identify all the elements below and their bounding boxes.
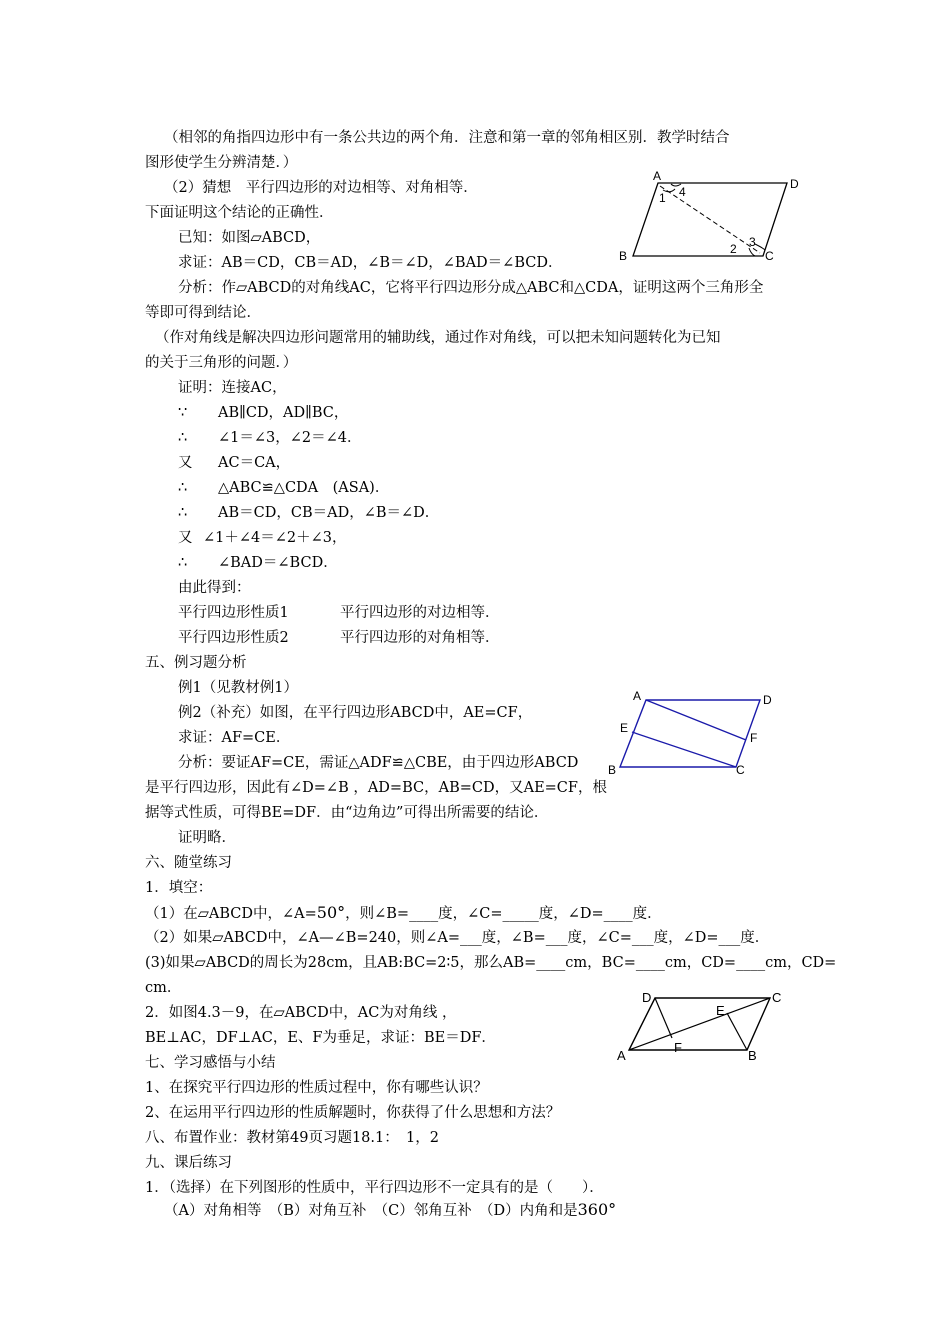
section-heading: 五、例习题分析 [145,655,247,671]
proof-symbol: ∴ [178,430,188,446]
property-text: 平行四边形的对边相等． [340,605,500,621]
property-name: 平行四边形性质2 [178,630,289,646]
question-text: （1）在▱ABCD中，∠A= [145,906,317,922]
analysis-line: 据等式性质，可得BE=DF．由“边角边”可得出所需要的结论． [145,805,549,821]
section-heading: 八、布置作业：教材第49页习题18.1： 1，2 [145,1130,439,1146]
angle-3-label: 3 [749,235,756,249]
property-text: 平行四边形的对角相等． [340,630,500,646]
note-line: （相邻的角指四边形中有一条公共边的两个角．注意和第一章的邻角相区别．教学时结合 [164,130,730,146]
property-name: 平行四边形性质1 [178,605,289,621]
foot-f-label: F [674,1040,682,1055]
question-line: 1．（选择）在下列图形的性质中，平行四边形不一定具有的是（ ）． [145,1180,604,1196]
section-heading: 七、学习感悟与小结 [145,1055,276,1071]
proof-step: AC＝CA， [218,455,291,471]
angle-1-label: 1 [659,191,666,205]
angle-4-label: 4 [679,185,686,199]
note-line: 图形使学生分辨清楚．） [145,155,298,171]
note-line: （作对角线是解决四边形问题常用的辅助线，通过作对角线，可以把未知问题转化为已知 [155,330,721,346]
example-line: 例1（见教材例1） [178,680,298,696]
analysis-line: 分析：要证AF=CE，需证△ADF≌△CBE，由于四边形ABCD [178,755,579,771]
vertex-c-label: C [736,763,745,776]
proof-symbol: ∴ [178,505,188,521]
question-line: （2）如果▱ABCD中，∠A—∠B=240，则∠A=___度，∠B=___度，∠C=___度，∠D=___度． [145,930,770,946]
proof-omitted: 证明略． [178,830,236,846]
proof-step: ∠BAD＝∠BCD． [218,555,338,571]
vertex-c-label: C [765,249,774,263]
note-line: 的关于三角形的问题．） [145,355,298,371]
vertex-a-label: A [633,689,642,703]
question-line [145,903,662,924]
reflection-item: 1、在探究平行四边形的性质过程中，你有哪些认识？ [145,1080,488,1096]
question-line: cm． [145,980,182,996]
question-line: BE⊥AC，DF⊥AC，E、F为垂足，求证：BE＝DF． [145,1030,496,1046]
proof-step: ∠1＋∠4＝∠2＋∠3， [203,530,347,546]
analysis-line: 等即可得到结论． [145,305,261,321]
foot-e-label: E [716,1003,725,1018]
proof-step: ∠1＝∠3，∠2＝∠4． [218,430,362,446]
proof-step: △ABC≌△CDA (ASA)． [218,480,390,496]
proof-symbol: 又 [178,530,193,546]
degree-value: 360° [577,1200,617,1219]
options-line [164,1200,616,1221]
section-heading: 六、随堂练习 [145,855,232,871]
analysis-line: 分析：作▱ABCD的对角线AC，它将平行四边形分成△ABC和△CDA，证明这两个三角形全 [178,280,764,296]
proof-symbol: ∴ [178,480,188,496]
proof-symbol: ∴ [178,555,188,571]
vertex-d-label: D [790,177,799,191]
reflection-item: 2、在运用平行四边形的性质解题时，你获得了什么思想和方法？ [145,1105,561,1121]
example-line: 例2（补充）如图，在平行四边形ABCD中，AE=CF， [178,705,533,721]
prove-line: 求证：AF=CE． [178,730,291,746]
parallelogram-figure-2 [608,688,783,776]
given-line: 已知：如图▱ABCD， [178,230,321,246]
parallelogram-figure-3 [615,988,790,1063]
angle-2-label: 2 [730,242,737,256]
question-line: 2．如图4.3－9，在▱ABCD中，AC为对角线 ， [145,1005,457,1021]
conclusion-line: 由此得到： [178,580,251,596]
degree-value: 50° [316,903,346,922]
vertex-b-label: B [608,763,617,776]
vertex-a-label: A [617,1048,626,1063]
proof-start: 证明：连接AC， [178,380,287,396]
options-text: （A）对角相等 （B）对角互补 （C）邻角互补 （D）内角和是 [164,1203,578,1219]
vertex-d-label: D [642,990,652,1005]
proof-step: AB∥CD，AD∥BC， [218,405,349,421]
question-line: 1．填空： [145,880,213,896]
analysis-line: 是平行四边形，因此有∠D=∠B ，AD=BC，AB=CD，又AE=CF，根 [145,780,607,796]
vertex-a-label: A [653,169,662,183]
question-text: ，则∠B=____度，∠C=_____度，∠D=____度． [345,906,662,922]
vertex-b-label: B [619,249,628,263]
question-line: (3)如果▱ABCD的周长为28cm，且AB:BC=2∶5，那么AB=____cm，BC=____cm，CD=____cm，CD= [145,955,837,971]
vertex-d-label: D [763,693,772,707]
vertex-b-label: B [748,1048,757,1063]
prove-line: 求证：AB＝CD，CB＝AD，∠B＝∠D，∠BAD＝∠BCD． [178,255,563,271]
proof-symbol: ∵ [178,405,188,421]
proof-step: AB＝CD，CB＝AD，∠B＝∠D． [218,505,440,521]
conjecture-line: （2）猜想 平行四边形的对边相等、对角相等． [164,180,478,196]
parallelogram-figure-1 [615,168,805,263]
proof-symbol: 又 [178,455,193,471]
section-heading: 九、课后练习 [145,1155,232,1171]
vertex-c-label: C [772,990,782,1005]
proof-intro: 下面证明这个结论的正确性． [145,205,334,221]
point-f-label: F [750,731,758,745]
point-e-label: E [620,721,629,735]
